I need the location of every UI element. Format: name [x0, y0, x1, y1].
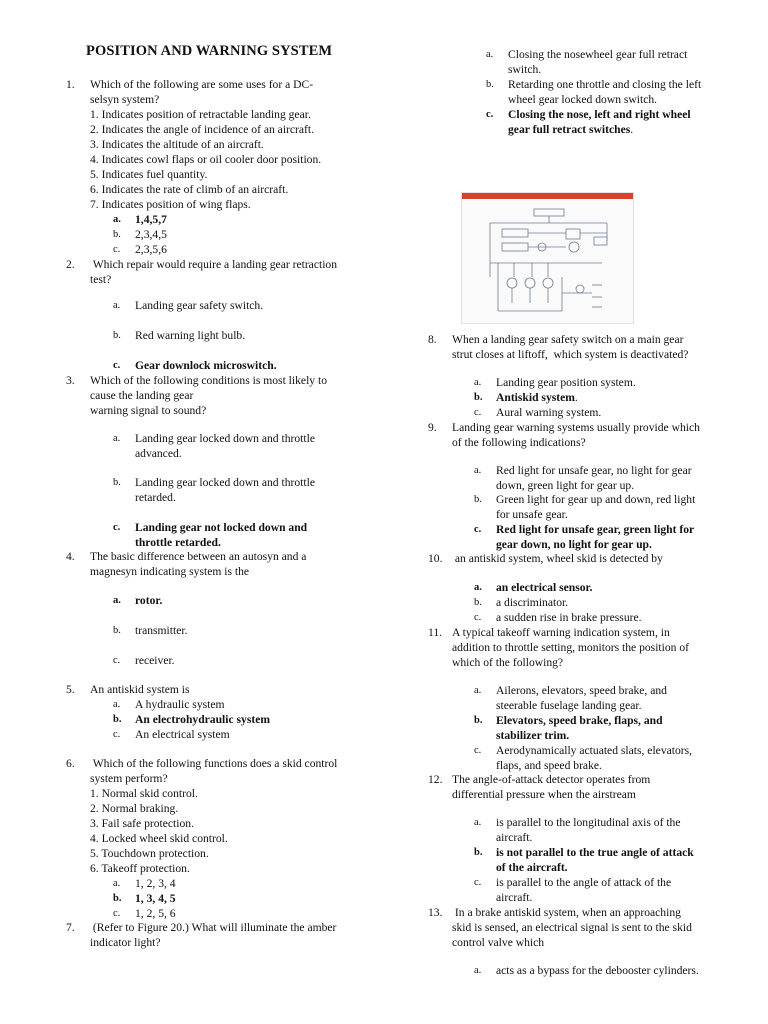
option-line: flaps, and speed brake.: [496, 759, 602, 772]
question-line: Which of the following conditions is most likely to: [90, 374, 328, 387]
question-text: [452, 772, 650, 802]
question-text: [90, 920, 336, 950]
option-line: Landing gear locked down and throttle: [135, 432, 315, 445]
option-line: Aural warning system.: [496, 406, 602, 419]
question-line: 5. Indicates fuel quantity.: [90, 168, 208, 181]
option-text: [135, 520, 307, 550]
question-text: [90, 373, 327, 418]
question-line: system perform?: [90, 772, 168, 785]
option-text: [496, 713, 663, 743]
option-label: c.: [474, 524, 482, 535]
question-text: [90, 549, 306, 579]
option-line: advanced.: [135, 447, 182, 460]
option-label: c.: [113, 908, 121, 919]
question-line: The angle-of-attack detector operates from: [452, 773, 651, 786]
option-label: c.: [486, 109, 494, 120]
question-number: 2.: [66, 258, 75, 271]
option-text: [496, 390, 578, 405]
option-text: [496, 375, 636, 390]
question-number: 4.: [66, 550, 75, 563]
question-line: 1. Indicates position of retractable landing gear.: [90, 108, 311, 121]
option-text: [135, 906, 176, 921]
option-line: is not parallel to the true angle of attack: [496, 846, 694, 859]
question-line: When a landing gear safety switch on a main gear: [452, 333, 684, 346]
question-text: [452, 551, 663, 566]
question-text: [90, 682, 190, 697]
question-line: 2. Normal braking.: [90, 802, 179, 815]
option-text: [496, 875, 671, 905]
option-text: [135, 876, 176, 891]
option-line: Landing gear not locked down and: [135, 521, 308, 534]
option-line: Antiskid system: [496, 391, 575, 404]
question-number: 3.: [66, 374, 75, 387]
option-line: a discriminator.: [496, 596, 569, 609]
option-line: A hydraulic system: [135, 698, 225, 711]
option-label: c.: [474, 612, 482, 623]
option-label: c.: [474, 745, 482, 756]
question-line: an antiskid system, wheel skid is detected by: [452, 552, 663, 565]
option-text: [135, 328, 245, 343]
option-text: [135, 242, 167, 257]
option-line: Red light for unsafe gear, no light for gear: [496, 464, 692, 477]
option-line: a sudden rise in brake pressure.: [496, 611, 642, 624]
option-text: [135, 227, 167, 242]
option-line: 1, 2, 5, 6: [135, 907, 176, 920]
option-text: [496, 463, 692, 493]
landing-gear-warning-circuit-diagram: [462, 193, 633, 323]
option-text: [135, 653, 175, 668]
option-label: c.: [474, 877, 482, 888]
question-line: 6. Takeoff protection.: [90, 862, 190, 875]
question-line: selsyn system?: [90, 93, 160, 106]
option-line: down, green light for gear up.: [496, 479, 635, 492]
option-label: b.: [474, 392, 483, 403]
option-line: Aerodynamically actuated slats, elevators,: [496, 744, 693, 757]
option-text: [135, 593, 162, 608]
option-text: [496, 405, 601, 420]
option-label: c.: [474, 407, 482, 418]
option-label: b.: [113, 229, 121, 240]
option-line: of the aircraft.: [496, 861, 568, 874]
option-trailing-punctuation: .: [574, 391, 578, 404]
option-line: is parallel to the angle of attack of the: [496, 876, 672, 889]
question-text: [90, 257, 337, 287]
option-trailing-punctuation: .: [630, 123, 634, 136]
option-text: [135, 891, 176, 906]
option-line: Closing the nosewheel gear full retract: [508, 48, 688, 61]
option-line: Ailerons, elevators, speed brake, and: [496, 684, 667, 697]
question-line: In a brake antiskid system, when an approaching: [452, 906, 681, 919]
option-line: 1, 2, 3, 4: [135, 877, 176, 890]
question-line: 2. Indicates the angle of incidence of an aircraft.: [90, 123, 315, 136]
option-label: a.: [113, 300, 121, 311]
option-text: [135, 475, 315, 505]
option-label: a.: [113, 595, 121, 606]
question-line: differential pressure when the airstream: [452, 788, 636, 801]
question-line: A typical takeoff warning indication system, in: [452, 626, 670, 639]
option-line: is parallel to the longitudinal axis of the: [496, 816, 681, 829]
option-line: Landing gear locked down and throttle: [135, 476, 315, 489]
option-line: Closing the nose, left and right wheel: [508, 108, 691, 121]
option-line: receiver.: [135, 654, 175, 667]
page-title: POSITION AND WARNING SYSTEM: [86, 43, 333, 59]
option-label: b.: [113, 477, 121, 488]
option-line: Red light for unsafe gear, green light for: [496, 523, 695, 536]
option-label: b.: [486, 79, 494, 90]
option-label: a.: [486, 49, 494, 60]
question-line: test?: [90, 273, 112, 286]
question-line: Which of the following functions does a skid control: [90, 757, 338, 770]
option-text: [135, 212, 167, 227]
question-text: [452, 625, 689, 670]
option-label: b.: [113, 625, 121, 636]
option-line: Red warning light bulb.: [135, 329, 246, 342]
question-line: control valve which: [452, 936, 545, 949]
question-text: [90, 77, 321, 212]
option-line: for unsafe gear.: [496, 508, 568, 521]
question-line: of the following indications?: [452, 436, 586, 449]
option-line-wrap: [496, 390, 578, 405]
question-number: 7.: [66, 921, 75, 934]
option-label: a.: [474, 465, 482, 476]
question-line: Landing gear warning systems usually provide which: [452, 421, 700, 434]
question-number: 12.: [428, 773, 443, 786]
question-number: 11.: [428, 626, 443, 639]
option-line: rotor.: [135, 594, 163, 607]
option-line: aircraft.: [496, 891, 533, 904]
question-line: Which of the following are some uses for a DC-: [90, 78, 314, 91]
option-line: An electrical system: [135, 728, 230, 741]
question-text: [452, 332, 688, 362]
option-line: gear full retract switches: [508, 123, 631, 136]
option-line: Elevators, speed brake, flaps, and: [496, 714, 663, 727]
option-text: [135, 431, 315, 461]
option-line: stabilizer trim.: [496, 729, 570, 742]
option-label: a.: [474, 817, 482, 828]
question-text: [452, 420, 700, 450]
option-text: [496, 595, 568, 610]
option-line: Landing gear position system.: [496, 376, 636, 389]
question-line: which of the following?: [452, 656, 564, 669]
question-line: 6. Indicates the rate of climb of an aircraft.: [90, 183, 289, 196]
option-text: [496, 522, 694, 552]
question-number: 9.: [428, 421, 437, 434]
question-text: [90, 756, 337, 876]
option-label: b.: [113, 330, 121, 341]
option-line: throttle retarded.: [135, 536, 221, 549]
figure-header-bar: [462, 193, 633, 199]
option-label: a.: [113, 699, 121, 710]
question-number: 1.: [66, 78, 75, 91]
question-line: 3. Indicates the altitude of an aircraft.: [90, 138, 264, 151]
option-label: b.: [474, 494, 482, 505]
question-line: 3. Fail safe protection.: [90, 817, 194, 830]
question-number: 6.: [66, 757, 75, 770]
question-line: magnesyn indicating system is the: [90, 565, 250, 578]
option-text: [135, 712, 270, 727]
question-number: 13.: [428, 906, 443, 919]
option-label: a.: [474, 965, 482, 976]
option-line: An electrohydraulic system: [135, 713, 271, 726]
question-line: 5. Touchdown protection.: [90, 847, 209, 860]
option-label: a.: [474, 377, 482, 388]
option-label: c.: [113, 360, 121, 371]
option-label: c.: [113, 655, 121, 666]
option-line: 2,3,5,6: [135, 243, 167, 256]
option-label: a.: [113, 878, 121, 889]
option-line-wrap: [508, 122, 691, 137]
question-number: 5.: [66, 683, 75, 696]
option-label: b.: [474, 715, 483, 726]
question-text: [452, 905, 692, 950]
option-text: [508, 47, 687, 77]
option-line: acts as a bypass for the debooster cylinders.: [496, 964, 699, 977]
question-number: 10.: [428, 552, 443, 565]
option-line: 2,3,4,5: [135, 228, 167, 241]
option-label: a.: [113, 433, 121, 444]
question-line: warning signal to sound?: [90, 404, 207, 417]
option-line: Gear downlock microswitch.: [135, 359, 277, 372]
question-line: An antiskid system is: [90, 683, 190, 696]
question-line: strut closes at liftoff, which system is deactivated?: [452, 348, 689, 361]
option-line: an electrical sensor.: [496, 581, 593, 594]
option-line: Green light for gear up and down, red light: [496, 493, 696, 506]
option-label: b.: [113, 714, 122, 725]
question-line: 1. Normal skid control.: [90, 787, 198, 800]
question-line: Which repair would require a landing gear retraction: [90, 258, 338, 271]
question-line: 4. Indicates cowl flaps or oil cooler door position.: [90, 153, 322, 166]
option-line: switch.: [508, 63, 542, 76]
option-label: c.: [113, 729, 121, 740]
option-text: [135, 358, 277, 373]
option-text: [508, 77, 701, 107]
option-text: [496, 610, 642, 625]
question-line: skid is sensed, an electrical signal is sent to the skid: [452, 921, 692, 934]
option-line: wheel gear locked down switch.: [508, 93, 658, 106]
question-line: 7. Indicates position of wing flaps.: [90, 198, 251, 211]
option-line: Landing gear safety switch.: [135, 299, 264, 312]
option-line: retarded.: [135, 491, 176, 504]
option-line: aircraft.: [496, 831, 533, 844]
option-text: [496, 963, 699, 978]
option-text: [496, 492, 695, 522]
question-line: 4. Locked wheel skid control.: [90, 832, 228, 845]
option-text: [496, 580, 593, 595]
option-line: Retarding one throttle and closing the left: [508, 78, 702, 91]
option-text: [135, 697, 225, 712]
option-label: b.: [474, 847, 483, 858]
figure-20-schematic: [461, 192, 634, 324]
option-line: transmitter.: [135, 624, 188, 637]
option-text: [135, 727, 230, 742]
question-line: indicator light?: [90, 936, 161, 949]
option-text: [496, 815, 681, 845]
option-text: [496, 845, 694, 875]
question-line: (Refer to Figure 20.) What will illuminate the amber: [90, 921, 337, 934]
option-text: [496, 683, 667, 713]
option-text: [508, 107, 691, 137]
option-label: c.: [113, 244, 121, 255]
option-label: c.: [113, 522, 121, 533]
option-label: a.: [474, 582, 482, 593]
question-line: The basic difference between an autosyn and a: [90, 550, 307, 563]
option-line: gear down, no light for gear up.: [496, 538, 652, 551]
option-line: 1,4,5,7: [135, 213, 167, 226]
option-line: steerable fuselage landing gear.: [496, 699, 642, 712]
question-line: addition to throttle setting, monitors the position of: [452, 641, 690, 654]
option-text: [135, 298, 263, 313]
option-label: a.: [474, 685, 482, 696]
option-line: 1, 3, 4, 5: [135, 892, 176, 905]
option-label: b.: [113, 893, 122, 904]
option-label: b.: [474, 597, 482, 608]
option-label: a.: [113, 214, 121, 225]
question-number: 8.: [428, 333, 437, 346]
question-line: cause the landing gear: [90, 389, 194, 402]
option-text: [496, 743, 692, 773]
option-text: [135, 623, 187, 638]
